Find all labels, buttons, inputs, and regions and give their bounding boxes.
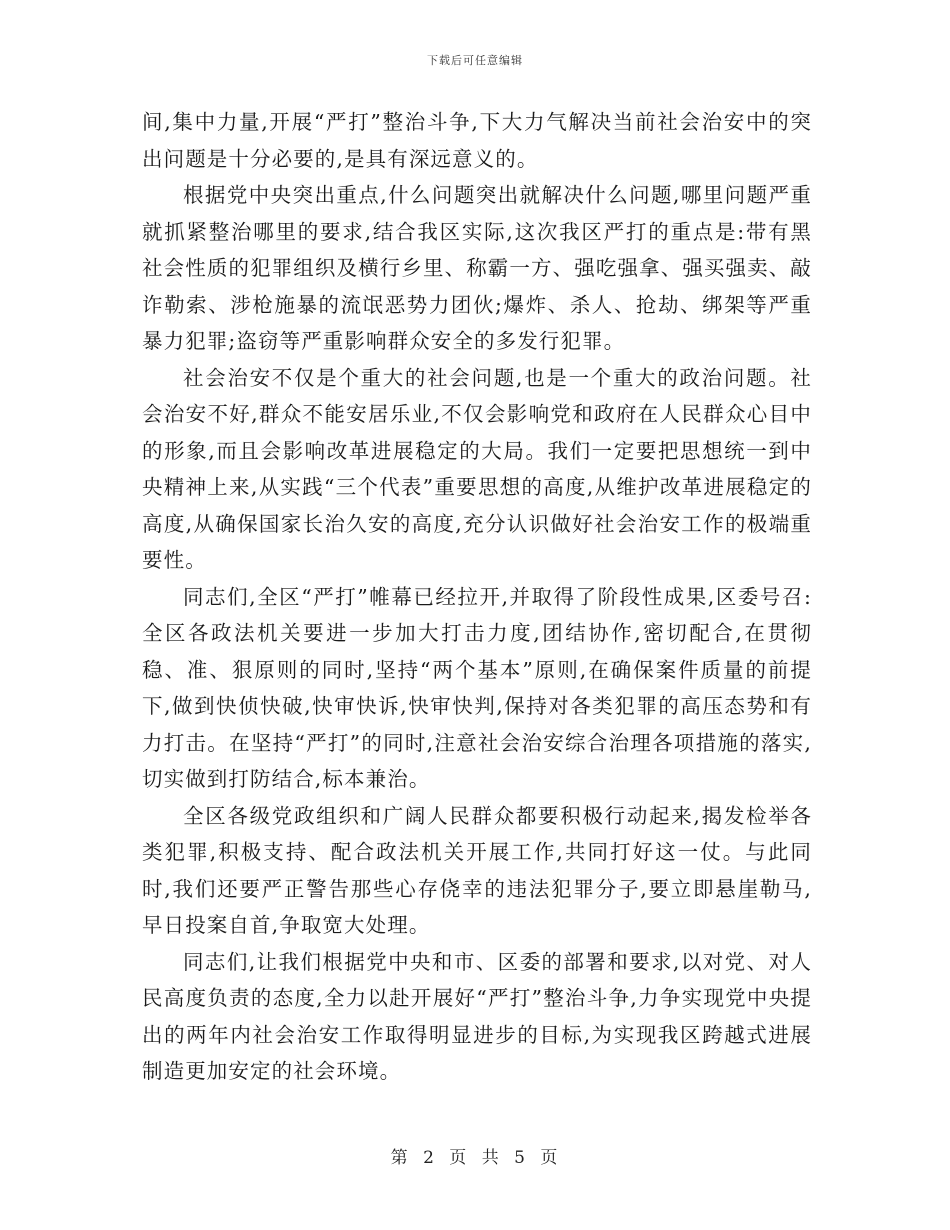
paragraph-continuation: 间,集中力量,开展“严打”整治斗争,下大力气解决当前社会治安中的突出问题是十分必要的,是具有深远意义的。 — [142, 110, 812, 171]
paragraph-crackdown-focus: 根据党中央突出重点,什么问题突出就解决什么问题,哪里问题严重就抓紧整治哪里的要求,结合我区实际,这次我区严打的重点是:带有黑社会性质的犯罪组织及横行乡里、称霸一方、强吃强拿、强买强卖、敲诈勒索、涉枪施暴的流氓恶势力团伙;爆炸、杀人、抢劫、绑架等严重暴力犯罪;盗窃等严重影响群众安全的多发行犯罪。 — [142, 183, 812, 353]
paragraph-conclusion: 同志们,让我们根据党中央和市、区委的部署和要求,以对党、对人民高度负责的态度,全力以赴开展好“严打”整治斗争,力争实现党中央提出的两年内社会治安工作取得明显进步的目标,为实现我区跨越式进展制造更加安定的社会环境。 — [142, 949, 812, 1083]
page-header: 下载后可任意编辑 — [427, 54, 523, 67]
page-number: 第 2 页 共 5 页 — [390, 1148, 560, 1168]
paragraph-public-security: 社会治安不仅是个重大的社会问题,也是一个重大的政治问题。社会治安不好,群众不能安居乐业,不仅会影响党和政府在人民群众心目中的形象,而且会影响改革进展稳定的大局。我们一定要把思想统一到中央精神上来,从实践“三个代表”重要思想的高度,从维护改革进展稳定的高度,从确保国家长治久安的高度,充分认识做好社会治安工作的极端重要性。 — [142, 365, 812, 572]
paragraph-mobilization: 全区各级党政组织和广阔人民群众都要积极行动起来,揭发检举各类犯罪,积极支持、配合政法机关开展工作,共同打好这一仗。与此同时,我们还要严正警告那些心存侥幸的违法犯罪分子,要立即悬崖勒马,早日投案自首,争取宽大处理。 — [142, 803, 812, 937]
document-body — [142, 104, 812, 1090]
paragraph-call-to-action: 同志们,全区“严打”帷幕已经拉开,并取得了阶段性成果,区委号召:全区各政法机关要进一步加大打击力度,团结协作,密切配合,在贯彻稳、准、狠原则的同时,坚持“两个基本”原则,在确保案件质量的前提下,做到快侦快破,快审快诉,快审快判,保持对各类犯罪的高压态势和有力打击。在坚持“严打”的同时,注意社会治安综合治理各项措施的落实,切实做到打防结合,标本兼治。 — [142, 584, 812, 791]
